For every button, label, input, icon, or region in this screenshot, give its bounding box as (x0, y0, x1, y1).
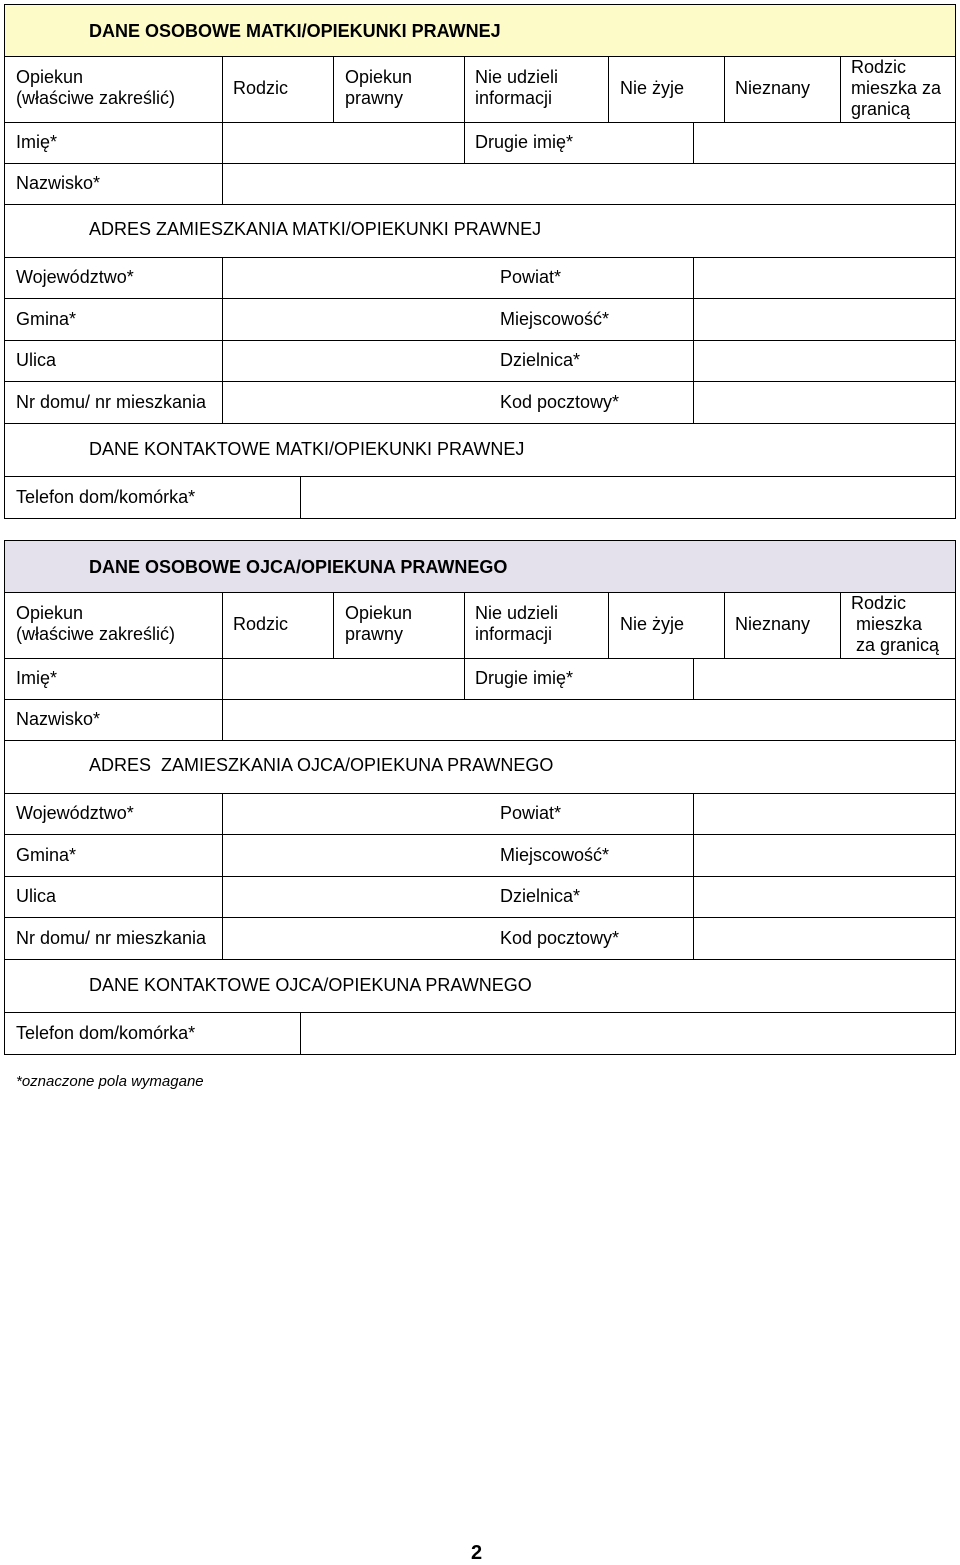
mother-locality-field[interactable] (694, 299, 955, 340)
mother-option-parent[interactable]: Rodzic (233, 78, 289, 98)
father-house-no-label: Nr domu/ nr mieszkania (16, 928, 207, 948)
father-street-label: Ulica (16, 886, 57, 906)
father-phone-field[interactable] (301, 1013, 955, 1054)
mother-first-name-field[interactable] (223, 123, 464, 163)
father-district-field[interactable] (694, 877, 955, 917)
father-address-header: ADRES ZAMIESZKANIA OJCA/OPIEKUNA PRAWNEGO (89, 755, 554, 775)
mother-postal-code-label: Kod pocztowy* (500, 392, 620, 412)
mother-option-legal-guardian[interactable]: Opiekun prawny (345, 67, 413, 108)
mother-surname-label: Nazwisko* (16, 173, 101, 193)
father-second-name-field[interactable] (694, 659, 955, 699)
mother-option-deceased[interactable]: Nie żyje (620, 78, 685, 98)
mother-county-field[interactable] (694, 258, 955, 298)
father-county-field[interactable] (694, 794, 955, 834)
father-surname-label: Nazwisko* (16, 709, 101, 729)
father-postal-code-field[interactable] (694, 918, 955, 959)
mother-address-header: ADRES ZAMIESZKANIA MATKI/OPIEKUNKI PRAWNEJ (89, 219, 542, 239)
father-personal-header: DANE OSOBOWE OJCA/OPIEKUNA PRAWNEGO (89, 556, 508, 577)
father-phone-label: Telefon dom/komórka* (16, 1023, 196, 1043)
mother-contact-header: DANE KONTAKTOWE MATKI/OPIEKUNKI PRAWNEJ (89, 439, 525, 459)
mother-house-no-field[interactable] (223, 382, 489, 423)
mother-first-name-label: Imię* (16, 132, 58, 152)
father-locality-field[interactable] (694, 835, 955, 876)
father-option-no-info[interactable]: Nie udzieli informacji (475, 603, 559, 644)
father-first-name-label: Imię* (16, 668, 58, 688)
father-option-abroad[interactable]: Rodzic mieszka za granicą (851, 593, 940, 655)
father-street-field[interactable] (223, 877, 489, 917)
mother-street-label: Ulica (16, 350, 57, 370)
mother-voivodeship-field[interactable] (223, 258, 489, 298)
father-voivodeship-label: Województwo* (16, 803, 134, 823)
father-commune-field[interactable] (223, 835, 489, 876)
page-number: 2 (471, 1542, 483, 1564)
father-county-label: Powiat* (500, 803, 562, 823)
mother-locality-label: Miejscowość* (500, 309, 610, 329)
mother-voivodeship-label: Województwo* (16, 267, 134, 287)
mother-option-abroad[interactable]: Rodzic mieszka za granicą (851, 57, 942, 119)
mother-phone-label: Telefon dom/komórka* (16, 487, 196, 507)
father-guardian-label: Opiekun (właściwe zakreślić) (16, 603, 176, 644)
father-commune-label: Gmina* (16, 845, 77, 865)
mother-commune-label: Gmina* (16, 309, 77, 329)
father-first-name-field[interactable] (223, 659, 464, 699)
father-contact-header: DANE KONTAKTOWE OJCA/OPIEKUNA PRAWNEGO (89, 975, 532, 995)
mother-personal-header: DANE OSOBOWE MATKI/OPIEKUNKI PRAWNEJ (89, 20, 501, 41)
required-fields-note: *oznaczone pola wymagane (16, 1073, 204, 1090)
father-second-name-label: Drugie imię* (475, 668, 574, 688)
mother-house-no-label: Nr domu/ nr mieszkania (16, 392, 207, 412)
father-postal-code-label: Kod pocztowy* (500, 928, 620, 948)
mother-option-unknown[interactable]: Nieznany (735, 78, 811, 98)
father-option-parent[interactable]: Rodzic (233, 614, 289, 634)
father-option-legal-guardian[interactable]: Opiekun prawny (345, 603, 413, 644)
father-option-deceased[interactable]: Nie żyje (620, 614, 685, 634)
father-locality-label: Miejscowość* (500, 845, 610, 865)
father-voivodeship-field[interactable] (223, 794, 489, 834)
mother-option-no-info[interactable]: Nie udzieli informacji (475, 67, 559, 108)
mother-street-field[interactable] (223, 341, 489, 381)
father-form (4, 540, 956, 1055)
father-surname-field[interactable] (223, 700, 955, 740)
mother-form (4, 4, 956, 519)
mother-postal-code-field[interactable] (694, 382, 955, 423)
mother-district-label: Dzielnica* (500, 350, 581, 370)
mother-guardian-label: Opiekun (właściwe zakreślić) (16, 67, 176, 108)
mother-district-field[interactable] (694, 341, 955, 381)
mother-second-name-field[interactable] (694, 123, 955, 163)
mother-commune-field[interactable] (223, 299, 489, 340)
mother-second-name-label: Drugie imię* (475, 132, 574, 152)
mother-phone-field[interactable] (301, 477, 955, 518)
father-house-no-field[interactable] (223, 918, 489, 959)
father-option-unknown[interactable]: Nieznany (735, 614, 811, 634)
mother-surname-field[interactable] (223, 164, 955, 204)
mother-county-label: Powiat* (500, 267, 562, 287)
father-district-label: Dzielnica* (500, 886, 581, 906)
